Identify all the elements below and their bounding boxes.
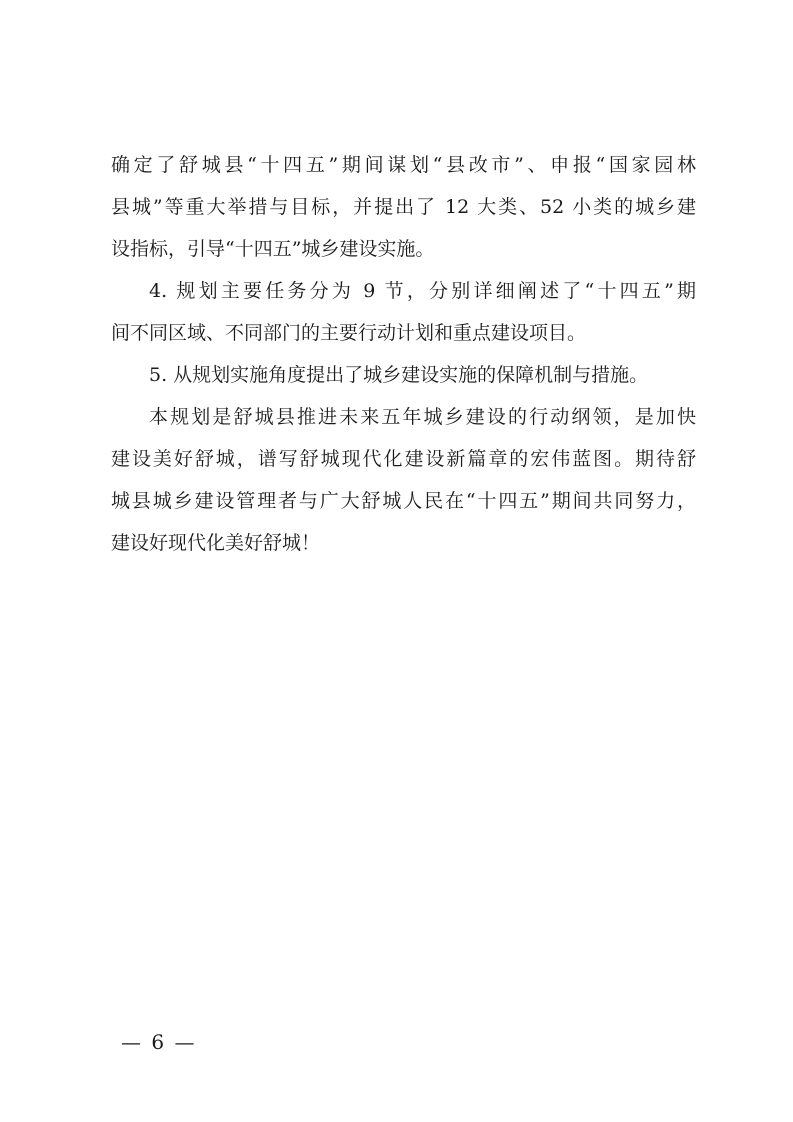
text-line: 间不同区域、不同部门的主要行动计划和重点建设项目。	[111, 322, 587, 344]
text-line: 建设美好舒城，谱写舒城现代化建设新篇章的宏伟蓝图。期待舒	[111, 448, 696, 470]
text-line: 县城”等重大举措与目标，并提出了 12 大类、52 小类的城乡建	[111, 196, 696, 218]
text-line: 5. 从规划实施角度提出了城乡建设实施的保障机制与措施。	[149, 364, 649, 386]
text-line: 建设好现代化美好舒城！	[111, 532, 321, 554]
text-line: 城县城乡建设管理者与广大舒城人民在“十四五”期间共同努力，	[111, 490, 696, 512]
body-text	[111, 144, 696, 564]
text-line: 4. 规划主要任务分为 9 节，分别详细阐述了“十四五”期	[149, 280, 696, 302]
text-line: 本规划是舒城县推进未来五年城乡建设的行动纲领，是加快	[149, 406, 696, 428]
text-line: 设指标，引导“十四五”城乡建设实施。	[111, 238, 435, 260]
text-line: 确定了舒城县“十四五”期间谋划“县改市”、申报“国家园林	[111, 154, 696, 176]
page-number: — 6 —	[121, 1030, 197, 1054]
